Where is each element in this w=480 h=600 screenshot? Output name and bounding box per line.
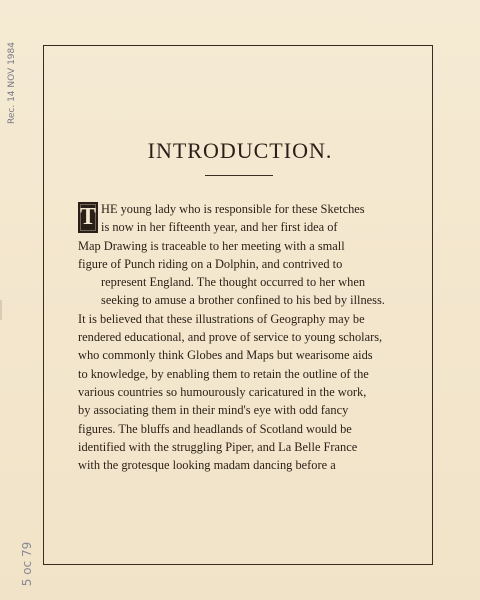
body-line-text: HE young lady who is responsible for these Sketches	[101, 202, 365, 216]
body-line-text: who commonly think Globes and Maps but wearisome aids	[78, 348, 373, 363]
body-line	[78, 438, 408, 456]
body-line	[78, 365, 408, 383]
body-line-text: identified with the struggling Piper, and La Belle France	[78, 439, 358, 454]
body-line	[78, 346, 408, 364]
body-line-text: with the grotesque looking madam dancing before a	[78, 458, 336, 473]
margin-note-received-text: Rec. 14 NOV 1984	[7, 42, 18, 124]
body-line-text: figures. The bluffs and headlands of Scotland would be	[78, 421, 352, 436]
body-line-text: It is believed that these illustrations of Geography may be	[78, 311, 365, 326]
body-line	[78, 291, 408, 309]
body-line-text: to knowledge, by enabling them to retain the outline of the	[78, 366, 369, 381]
body-line	[101, 218, 408, 236]
margin-note-pencil-text: 5 oc 79	[20, 541, 35, 587]
body-line	[101, 200, 408, 218]
dropcap-letter: T	[78, 202, 98, 233]
body-line	[78, 420, 408, 438]
body-line	[78, 255, 408, 273]
margin-note-pencil	[18, 540, 36, 588]
body-line	[78, 401, 408, 419]
body-line-text: represent England. The thought occurred to her when	[101, 275, 366, 290]
introduction-body	[78, 200, 408, 474]
body-line-text: various countries so humourously caricatured in the work,	[78, 384, 367, 399]
body-line	[78, 273, 408, 291]
paragraph-opening	[78, 200, 408, 237]
body-line-text: seeking to amuse a brother confined to his bed by illness.	[101, 293, 385, 308]
title-rule	[205, 175, 273, 176]
margin-note-received-stamp	[4, 38, 20, 128]
body-line	[78, 383, 408, 401]
body-line	[78, 328, 408, 346]
body-line	[78, 237, 408, 255]
body-line	[78, 310, 408, 328]
body-line-text: by associating them in their mind's eye with odd fancy	[78, 403, 349, 418]
body-line-text: Map Drawing is traceable to her meeting with a small	[78, 238, 345, 253]
body-line-text: is now in her fifteenth year, and her first idea of	[101, 220, 338, 235]
body-line	[78, 456, 408, 474]
page-title: INTRODUCTION.	[147, 138, 333, 163]
body-line-text: figure of Punch riding on a Dolphin, and contrived to	[78, 256, 343, 271]
dropcap-lines	[101, 200, 408, 237]
body-line-text: rendered educational, and prove of service to young scholars,	[78, 330, 383, 345]
page-edge-mark	[0, 300, 2, 320]
